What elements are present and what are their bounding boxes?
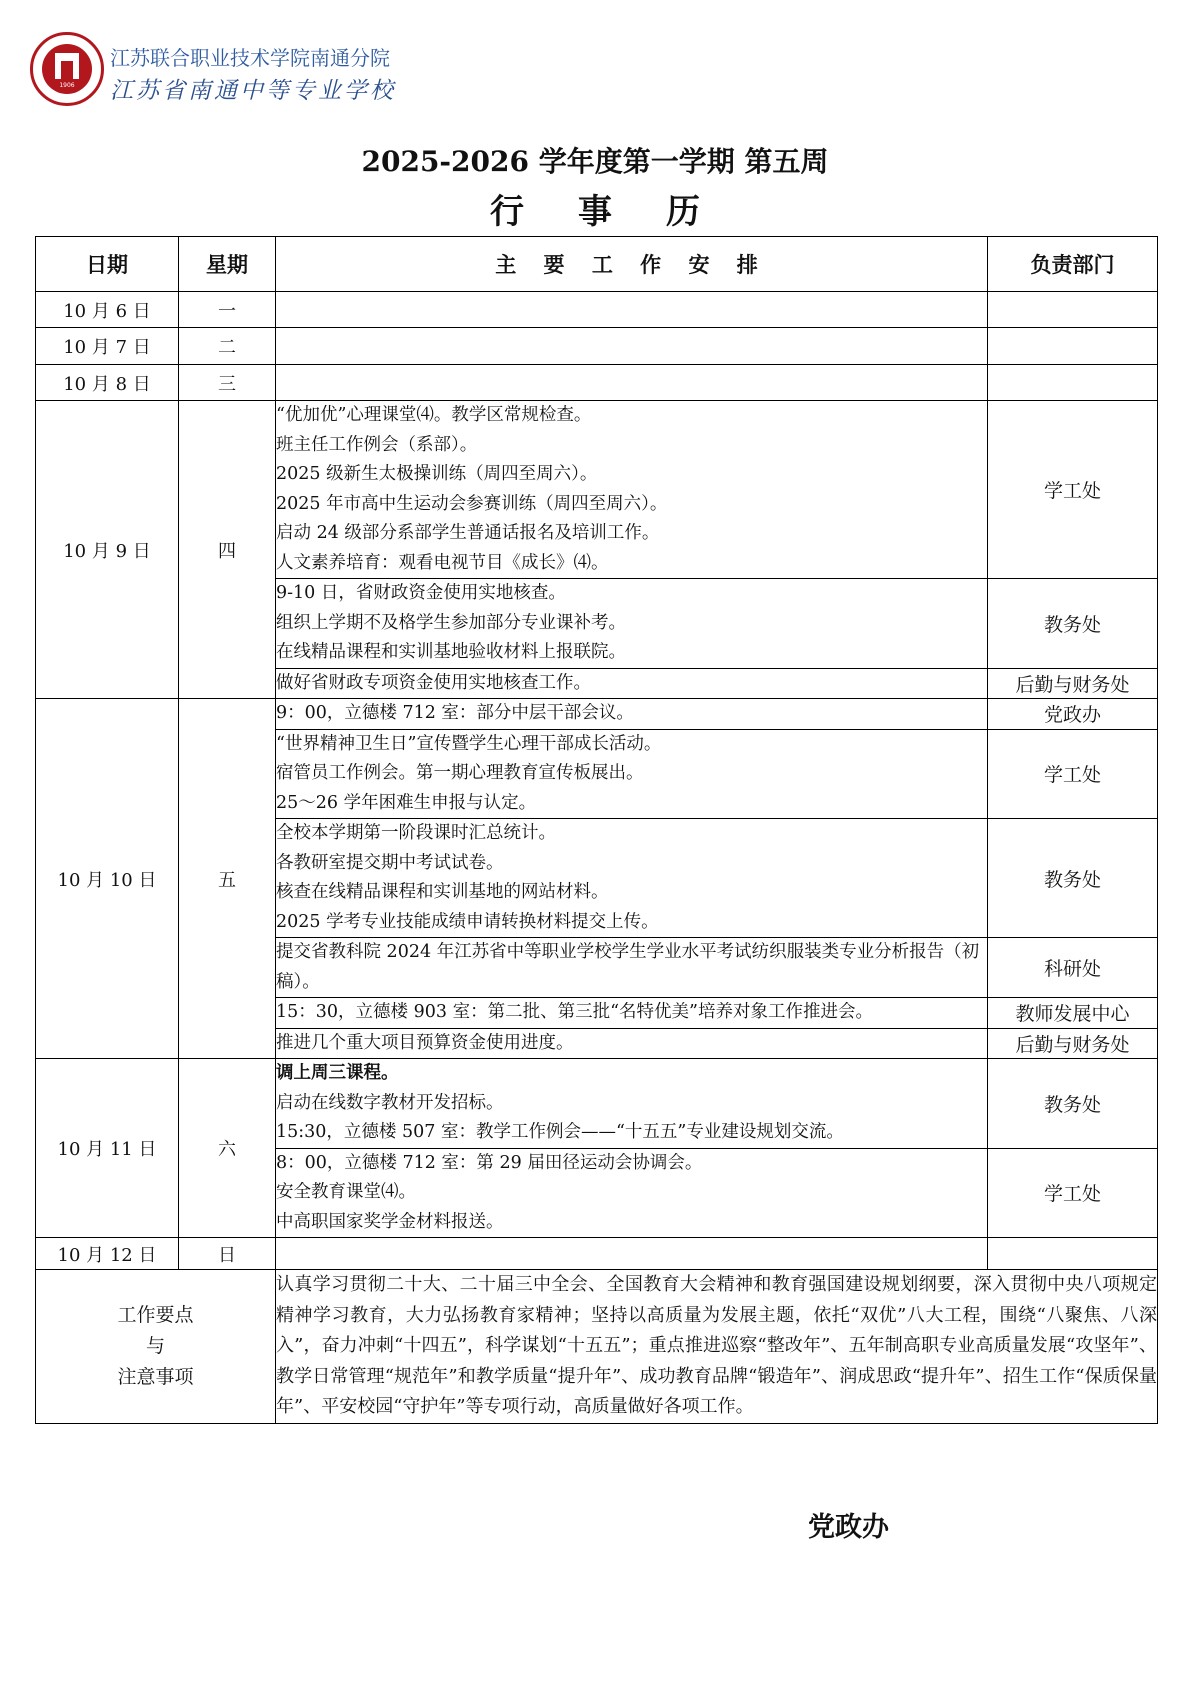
weekday-cell: 四 xyxy=(179,401,276,699)
weekday-cell: 一 xyxy=(179,292,276,328)
work-item: 中高职国家奖学金材料报送。 xyxy=(276,1211,504,1232)
dept-cell: 教务处 xyxy=(988,1059,1158,1149)
work-cell xyxy=(276,938,988,998)
work-item: 9：00，立德楼 712 室：部分中层干部会议。 xyxy=(276,703,634,723)
work-item: 25～26 学年困难生申报与认定。 xyxy=(276,792,537,813)
date-cell: 10 月 6 日 xyxy=(36,292,179,328)
work-cell xyxy=(276,1028,988,1059)
work-cell xyxy=(276,401,988,579)
work-cell xyxy=(276,579,988,669)
work-item: 启动在线数字教材开发招标。 xyxy=(276,1092,504,1113)
column-header-dept: 负责部门 xyxy=(988,237,1158,292)
work-cell xyxy=(276,729,988,819)
notes-label-cell xyxy=(36,1270,276,1424)
work-item: 15:30，立德楼 507 室：教学工作例会——“十五五”专业建设规划交流。 xyxy=(276,1122,844,1142)
work-item: 组织上学期不及格学生参加部分专业课补考。 xyxy=(276,612,626,633)
work-item: 2025 级新生太极操训练（周四至周六）。 xyxy=(276,464,598,484)
date-cell: 10 月 7 日 xyxy=(36,328,179,365)
dept-cell: 党政办 xyxy=(988,699,1158,730)
work-item: 2025 年市高中生运动会参赛训练（周四至周六）。 xyxy=(276,493,668,514)
page-title: 2025-2026 学年度第一学期 第五周 xyxy=(361,145,829,178)
work-item: “世界精神卫生日”宣传暨学生心理干部成长活动。 xyxy=(276,733,662,754)
dept-cell: 教务处 xyxy=(988,579,1158,669)
school-name-secondary: 江苏省南通中等专业学校 xyxy=(110,78,396,104)
work-item: 推进几个重大项目预算资金使用进度。 xyxy=(276,1032,574,1053)
dept-cell xyxy=(988,292,1158,328)
work-cell xyxy=(276,699,988,730)
table-header-row xyxy=(36,237,1158,292)
work-item: 提交省教科院 2024 年江苏省中等职业学校学生学业水平考试纺织服装类专业分析报告（初稿）。 xyxy=(276,942,980,992)
work-item: 各教研室提交期中考试试卷。 xyxy=(276,852,504,873)
dept-cell: 教务处 xyxy=(988,819,1158,938)
weekday-cell: 五 xyxy=(179,699,276,1059)
work-cell xyxy=(276,1059,988,1149)
work-cell xyxy=(276,365,988,401)
dept-cell: 科研处 xyxy=(988,938,1158,998)
calendar-table xyxy=(35,236,1158,1424)
column-header-date: 日期 xyxy=(36,237,179,292)
table-row xyxy=(36,292,1158,328)
weekday-cell: 三 xyxy=(179,365,276,401)
weekday-cell: 六 xyxy=(179,1059,276,1238)
column-header-weekday: 星期 xyxy=(179,237,276,292)
work-item: 宿管员工作例会。第一期心理教育宣传板展出。 xyxy=(276,763,644,783)
work-item-bold: 调上周三课程。 xyxy=(276,1063,399,1083)
work-item: 人文素养培育：观看电视节目《成长》⑷。 xyxy=(276,552,609,573)
notes-row xyxy=(36,1270,1158,1424)
table-row xyxy=(36,328,1158,365)
work-item: 15：30，立德楼 903 室：第二批、第三批“名特优美”培养对象工作推进会。 xyxy=(276,1002,873,1022)
work-item: 班主任工作例会（系部）。 xyxy=(276,434,478,455)
column-header-work: 主 要 工 作 安 排 xyxy=(276,237,988,292)
school-name-primary: 江苏联合职业技术学院南通分院 xyxy=(110,46,390,70)
work-cell xyxy=(276,668,988,699)
date-cell: 10 月 12 日 xyxy=(36,1238,179,1270)
weekday-cell: 日 xyxy=(179,1238,276,1270)
dept-cell xyxy=(988,328,1158,365)
work-item: 全校本学期第一阶段课时汇总统计。 xyxy=(276,823,556,843)
dept-cell: 后勤与财务处 xyxy=(988,668,1158,699)
notes-label-line: 工作要点 xyxy=(117,1303,194,1326)
table-row xyxy=(36,1238,1158,1270)
work-cell xyxy=(276,998,988,1029)
page-subtitle: 行事历 xyxy=(490,192,754,232)
notes-label-line: 注意事项 xyxy=(117,1365,194,1388)
work-cell xyxy=(276,1238,988,1270)
dept-cell xyxy=(988,365,1158,401)
work-cell xyxy=(276,1148,988,1238)
work-cell xyxy=(276,328,988,365)
date-cell: 10 月 8 日 xyxy=(36,365,179,401)
work-item: “优加优”心理课堂⑷。教学区常规检查。 xyxy=(276,405,592,425)
work-cell xyxy=(276,819,988,938)
table-row xyxy=(36,365,1158,401)
notes-text: 认真学习贯彻二十大、二十届三中全会、全国教育大会精神和教育强国建设规划纲要，深入贯彻中央八项规定精神学习教育，大力弘扬教育家精神；坚持以高质量为发展主题，依托“双优”八大工程，围绕“八聚焦、八深入”，奋力冲刺“十四五”，科学谋划“十五五”；重点推进巡察“整改年”、五年制高职专业高质量发展“攻坚年”、教学日常管理“规范年”和教学质量“提升年”、成功教育品牌“锻造年”、润成思政“提升年”、招生工作“保质保量年”、平安校园“守护年”等专项行动，高质量做好各项工作。 xyxy=(276,1270,1158,1424)
weekday-cell: 二 xyxy=(179,328,276,365)
work-item: 安全教育课堂⑷。 xyxy=(276,1182,416,1202)
table-body xyxy=(36,292,1158,1424)
dept-cell: 教师发展中心 xyxy=(988,998,1158,1029)
dept-cell: 学工处 xyxy=(988,1148,1158,1238)
table-row xyxy=(36,401,1158,579)
dept-cell: 学工处 xyxy=(988,401,1158,579)
dept-cell: 后勤与财务处 xyxy=(988,1028,1158,1059)
work-cell xyxy=(276,292,988,328)
work-item: 启动 24 级部分系部学生普通话报名及培训工作。 xyxy=(276,523,660,543)
notes-label-line: 与 xyxy=(145,1334,165,1357)
table-row xyxy=(36,699,1158,730)
school-logo xyxy=(30,32,396,108)
work-item: 2025 学考专业技能成绩申请转换材料提交上传。 xyxy=(276,911,659,932)
date-cell: 10 月 9 日 xyxy=(36,401,179,699)
work-item: 9-10 日，省财政资金使用实地核查。 xyxy=(276,583,566,603)
school-seal-icon: 1906 xyxy=(30,32,104,106)
dept-cell: 学工处 xyxy=(988,729,1158,819)
date-cell: 10 月 10 日 xyxy=(36,699,179,1059)
work-item: 做好省财政专项资金使用实地核查工作。 xyxy=(276,672,591,693)
signoff: 党政办 xyxy=(808,1512,889,1543)
work-item: 在线精品课程和实训基地验收材料上报联院。 xyxy=(276,642,626,662)
work-item: 核查在线精品课程和实训基地的网站材料。 xyxy=(276,882,609,902)
work-item: 8：00，立德楼 712 室：第 29 届田径运动会协调会。 xyxy=(276,1152,703,1173)
dept-cell xyxy=(988,1238,1158,1270)
date-cell: 10 月 11 日 xyxy=(36,1059,179,1238)
table-row xyxy=(36,1059,1158,1149)
